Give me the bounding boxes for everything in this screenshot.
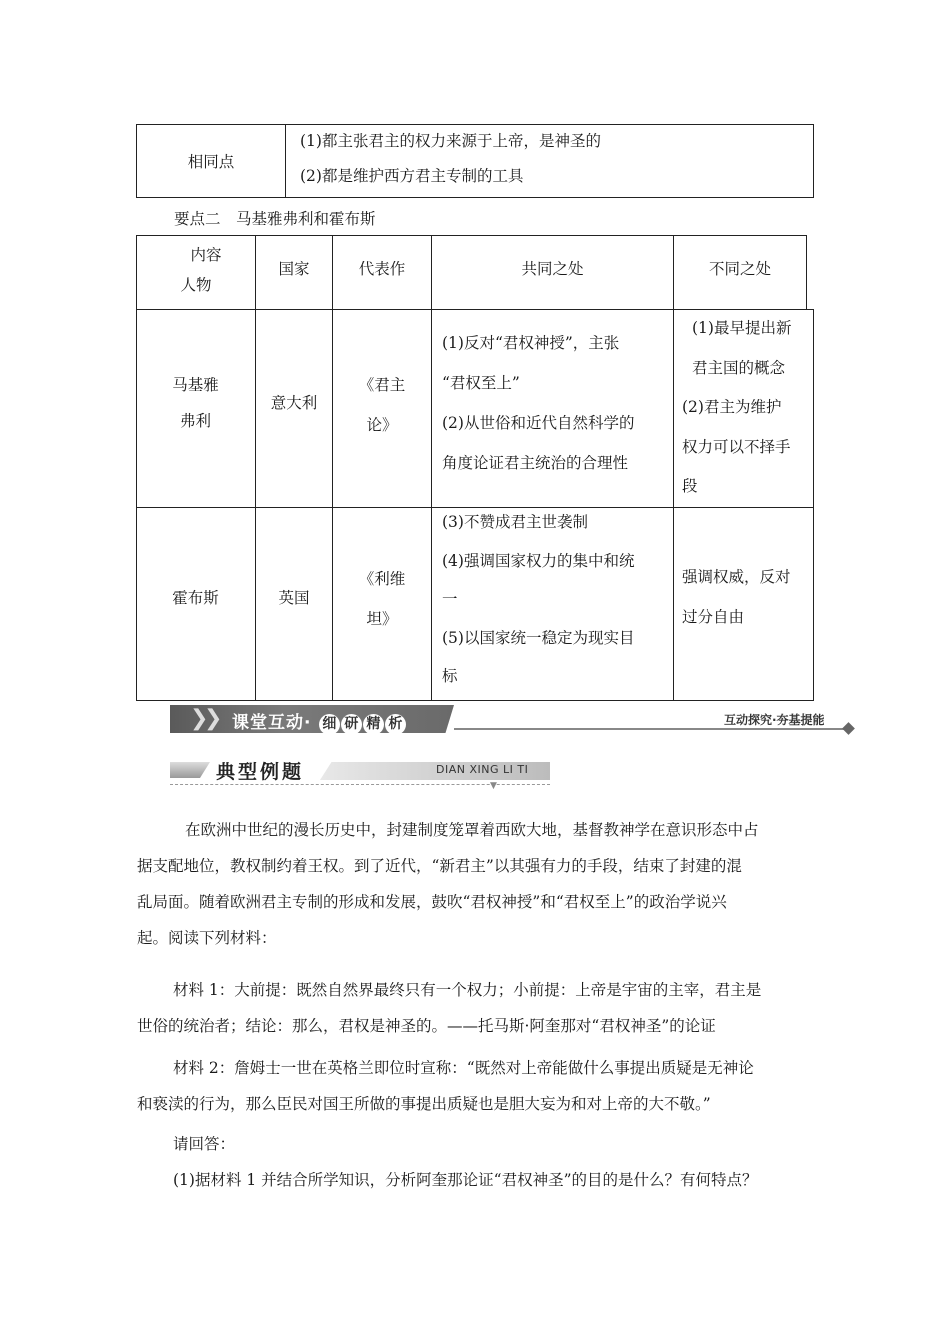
common-line: 一	[442, 590, 458, 608]
diff-line: (1)最早提出新	[692, 319, 792, 337]
diff-line: 段	[682, 477, 698, 495]
header-corner-content: 内容	[190, 246, 222, 264]
common-points-row1	[442, 323, 634, 483]
similarity-point-2: (2)都是维护西方君主专制的工具	[300, 167, 524, 185]
example-header	[170, 757, 550, 791]
diff-line: 强调权威，反对	[682, 568, 791, 586]
table-border	[431, 235, 432, 701]
text-line: 材料 1：大前提：既然自然界最终只有一个权力；小前提：上帝是宇宙的主宰，君主是	[173, 981, 762, 999]
diff-line: 权力可以不择手	[682, 437, 791, 456]
header-work: 代表作	[358, 260, 406, 278]
common-line: 角度论证君主统治的合理性	[442, 454, 629, 472]
common-line: (5)以国家统一稳定为现实目	[442, 628, 635, 647]
table-border	[136, 700, 814, 701]
banner-title-text: 课堂互动	[232, 713, 304, 733]
work-the-prince	[333, 365, 431, 445]
text-line: 世俗的统治者；结论：那么，君权是神圣的。——托马斯·阿奎那对“君权神圣”的论证	[137, 1017, 716, 1035]
header-country: 国家	[278, 260, 310, 278]
text-line: 材料 2：詹姆士一世在英格兰即位时宣称：“既然对上帝能做什么事提出质疑是无神论	[173, 1059, 754, 1077]
banner-ring-char: 精	[363, 714, 384, 735]
person-hobbes: 霍布斯	[172, 589, 219, 607]
header-common: 共同之处	[521, 260, 584, 278]
common-line: (1)反对“君权神授”，主张	[442, 334, 620, 352]
section-banner	[170, 705, 454, 733]
diff-line: 过分自由	[682, 608, 745, 626]
header-corner-person: 人物	[180, 276, 212, 294]
similarities-label: 相同点	[137, 125, 286, 197]
common-line: (3)不赞成君主世袭制	[442, 513, 588, 531]
person-machiavelli	[136, 367, 255, 439]
text-line: 和亵渎的行为，那么臣民对国王所做的事提出质疑也是胆大妄为和对上帝的大不敬。”	[137, 1095, 711, 1113]
text-line: 据支配地位，教权制约着王权。到了近代，“新君主”以其强有力的手段，结束了封建的混	[137, 857, 742, 875]
header-decoration	[170, 762, 210, 778]
question-prompt: 请回答：	[173, 1135, 236, 1153]
text-line: 乱局面。随着欧洲君主专制的形成和发展，鼓吹“君权神授”和“君权至上”的政治学说兴	[137, 893, 727, 911]
comparison-table-similarities	[136, 124, 814, 198]
section-heading: 要点二 马基雅弗利和霍布斯	[174, 210, 376, 228]
banner-ring-char: 研	[341, 714, 362, 735]
text-line: 起。阅读下列材料：	[137, 929, 277, 947]
country-italy: 意大利	[270, 394, 318, 412]
banner-title	[232, 708, 406, 735]
table-border	[255, 235, 256, 701]
chevron-right-icon: ❯	[204, 706, 223, 731]
table-border	[136, 235, 806, 236]
example-title-pinyin: DIAN XING LI TI	[436, 763, 529, 776]
common-line: “君权至上”	[442, 374, 520, 392]
chevron-down-icon: ▼	[490, 781, 497, 791]
chevron-right-icon: ❯	[190, 706, 209, 731]
example-title: 典型例题	[216, 761, 305, 783]
banner-dot: ·	[304, 713, 312, 733]
table-border	[673, 235, 674, 701]
banner-subtitle: 互动探究·夯基提能	[724, 713, 825, 727]
banner-ring-char: 析	[385, 714, 406, 735]
common-points-row2	[442, 503, 634, 696]
diff-line: (2)君主为维护	[682, 398, 782, 416]
work-leviathan	[333, 559, 431, 639]
common-line: (2)从世俗和近代自然科学的	[442, 414, 635, 432]
table-border	[813, 309, 814, 701]
work-title-line: 坦》	[366, 610, 398, 628]
material-2	[137, 1050, 817, 1122]
banner-ring-char: 细	[319, 714, 340, 735]
person-name-line: 弗利	[179, 412, 211, 430]
question-1: (1)据材料 1 并结合所学知识，分析阿奎那论证“君权神圣”的目的是什么？有何特点？	[173, 1171, 758, 1189]
table-border	[136, 235, 137, 701]
comparison-table-thinkers	[136, 235, 814, 701]
diamond-icon	[842, 722, 855, 735]
common-line: (4)强调国家权力的集中和统	[442, 551, 635, 570]
text-line: 在欧洲中世纪的漫长历史中，封建制度笼罩着西欧大地，基督教神学在意识形态中占	[185, 821, 759, 839]
banner-rule	[454, 728, 849, 730]
work-title-line: 论》	[366, 416, 398, 434]
intro-paragraph	[137, 812, 817, 956]
material-1	[137, 972, 817, 1044]
work-title-line: 《利维	[358, 570, 406, 588]
similarity-point-1: (1)都主张君主的权力来源于上帝，是神圣的	[300, 132, 601, 150]
diff-line: 君主国的概念	[692, 358, 786, 377]
header-diff: 不同之处	[708, 260, 771, 278]
work-title-line: 《君主	[358, 376, 406, 394]
diff-points-row1	[682, 309, 791, 507]
country-england: 英国	[278, 589, 310, 607]
diff-points-row2	[682, 557, 791, 637]
table-border	[806, 235, 807, 309]
person-name-line: 马基雅	[172, 376, 219, 394]
common-line: 标	[442, 667, 458, 685]
